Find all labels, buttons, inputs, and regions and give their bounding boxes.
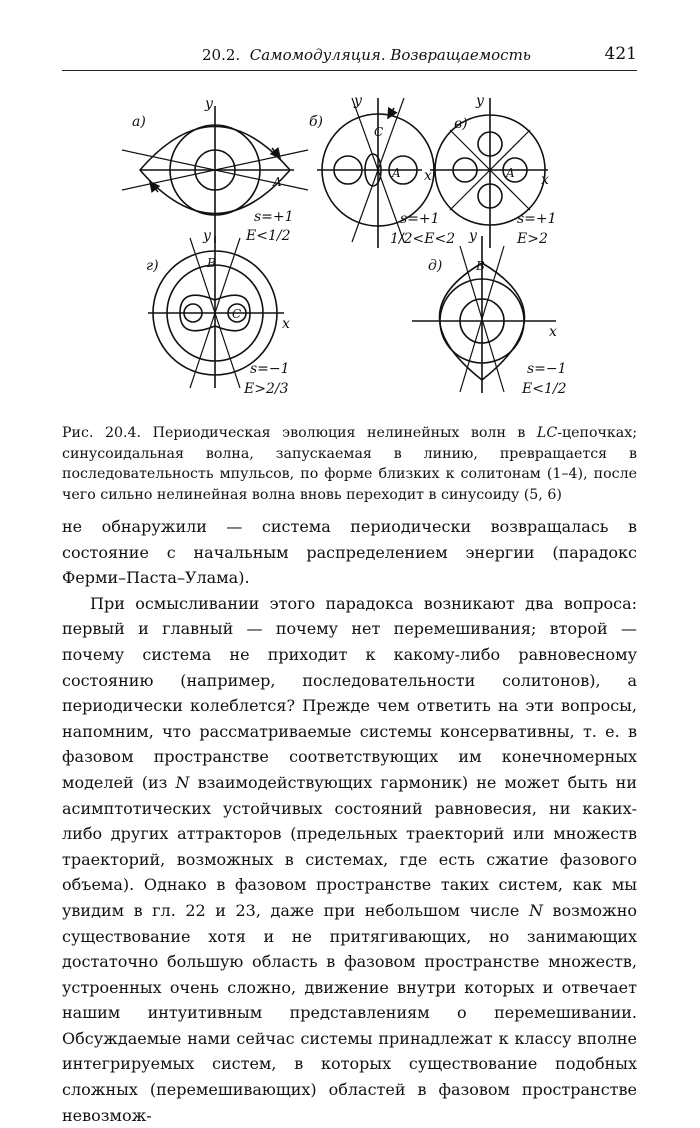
paragraph-2 bbox=[62, 591, 637, 1128]
symbol-n: N bbox=[175, 772, 190, 792]
param-s: s=−1 bbox=[250, 361, 290, 377]
axis-label: y bbox=[476, 93, 484, 109]
param-e: E<1/2 bbox=[522, 381, 567, 397]
figure-phase-portraits bbox=[62, 88, 637, 418]
point-label: C bbox=[232, 307, 242, 321]
paragraph-1: не обнаружили — система периодически возвращалась в состояние с начальным распределением энергии (парадокс Ферми–Паста–Улама). bbox=[62, 517, 637, 588]
point-label: C bbox=[374, 125, 384, 139]
point-label: A bbox=[506, 166, 515, 180]
running-header bbox=[62, 44, 637, 72]
page-number: 421 bbox=[604, 44, 637, 64]
point-label: B bbox=[476, 259, 485, 273]
paragraph-2-part-c: возможно существование хотя и не притягивающих, но занимающих достаточно большую область в фазовом пространстве множеств, устроенных очень сложно, движение внутри которых и отвечает нашим интуитивным представлениям о перемешивании. Обсуждаемые нами сейчас системы принадлежат к классу вполне интегрируемых систем, в которых существование подобных сложных (перемешивающих) областей в фазовом пространстве невозмож- bbox=[62, 900, 637, 1125]
param-s: s=+1 bbox=[400, 211, 440, 227]
caption-label: Рис. 20.4. bbox=[62, 425, 142, 441]
axis-label: x bbox=[549, 324, 557, 340]
panel-letter: г) bbox=[146, 258, 159, 274]
param-s: s=−1 bbox=[527, 361, 567, 377]
body-text bbox=[62, 514, 637, 1128]
point-label: B bbox=[207, 256, 216, 270]
panel-letter: а) bbox=[132, 114, 146, 130]
axis-label: y bbox=[354, 93, 362, 109]
panel-letter: б) bbox=[309, 114, 324, 130]
caption-text-a: Периодическая эволюция нелинейных волн в bbox=[152, 425, 526, 441]
figure-caption bbox=[62, 423, 637, 505]
header-rule bbox=[62, 70, 637, 71]
axis-label: x bbox=[541, 172, 549, 188]
axis-label: y bbox=[469, 228, 477, 244]
param-e: E<1/2 bbox=[246, 228, 291, 244]
param-s: s=+1 bbox=[517, 211, 557, 227]
axis-label: y bbox=[203, 228, 211, 244]
axis-label: y bbox=[205, 96, 213, 112]
param-e: E>2 bbox=[517, 231, 548, 247]
phase-portrait-diagram bbox=[62, 88, 637, 418]
axis-label: x bbox=[424, 168, 432, 184]
panel-letter: в) bbox=[454, 116, 468, 132]
point-label: A bbox=[392, 166, 401, 180]
param-s: s=+1 bbox=[254, 209, 294, 225]
param-e: E>2/3 bbox=[244, 381, 289, 397]
running-title bbox=[202, 46, 531, 64]
caption-lc: LC bbox=[536, 425, 558, 441]
paragraph-2-part-a: При осмысливании этого парадокса возникают два вопроса: первый и главный — почему нет перемешивания; второй — почему система не приходит к какому-либо равновесному состоянию (например, последовательности солитонов), а периодически колеблется? Прежде чем ответить на эти вопросы, напомним, что рассматриваемые системы консервативны, т. е. в фазовом пространстве соответствующих им конечномерных моделей (из bbox=[62, 593, 637, 792]
point-label: A bbox=[273, 175, 282, 189]
caption-text-b: -цепочках; синусоидальная волна, запускаемая в линию, превращается в последовательность мпульсов, по форме близких к солитонам (1–4), после чего сильно нелинейная волна вновь переходит в синусоиду (5, 6) bbox=[62, 425, 638, 503]
section-title: Самомодуляция. Возвращаемость bbox=[249, 46, 531, 64]
symbol-n: N bbox=[528, 900, 543, 920]
paragraph-2-part-b: взаимодействующих гармоник) не может быть ни асимптотических устойчивых состояний равновесия, ни каких-либо других аттракторов (предельных траекторий или множеств траекторий, возможных в системах, где есть сжатие фазового объема). Однако в фазовом пространстве таких систем, как мы увидим в гл. 22 и 23, даже при небольшом числе bbox=[62, 772, 637, 920]
section-number: 20.2. bbox=[202, 46, 241, 64]
param-e: 1/2<E<2 bbox=[390, 231, 456, 247]
axis-label: x bbox=[282, 316, 290, 332]
panel-letter: д) bbox=[428, 258, 443, 274]
